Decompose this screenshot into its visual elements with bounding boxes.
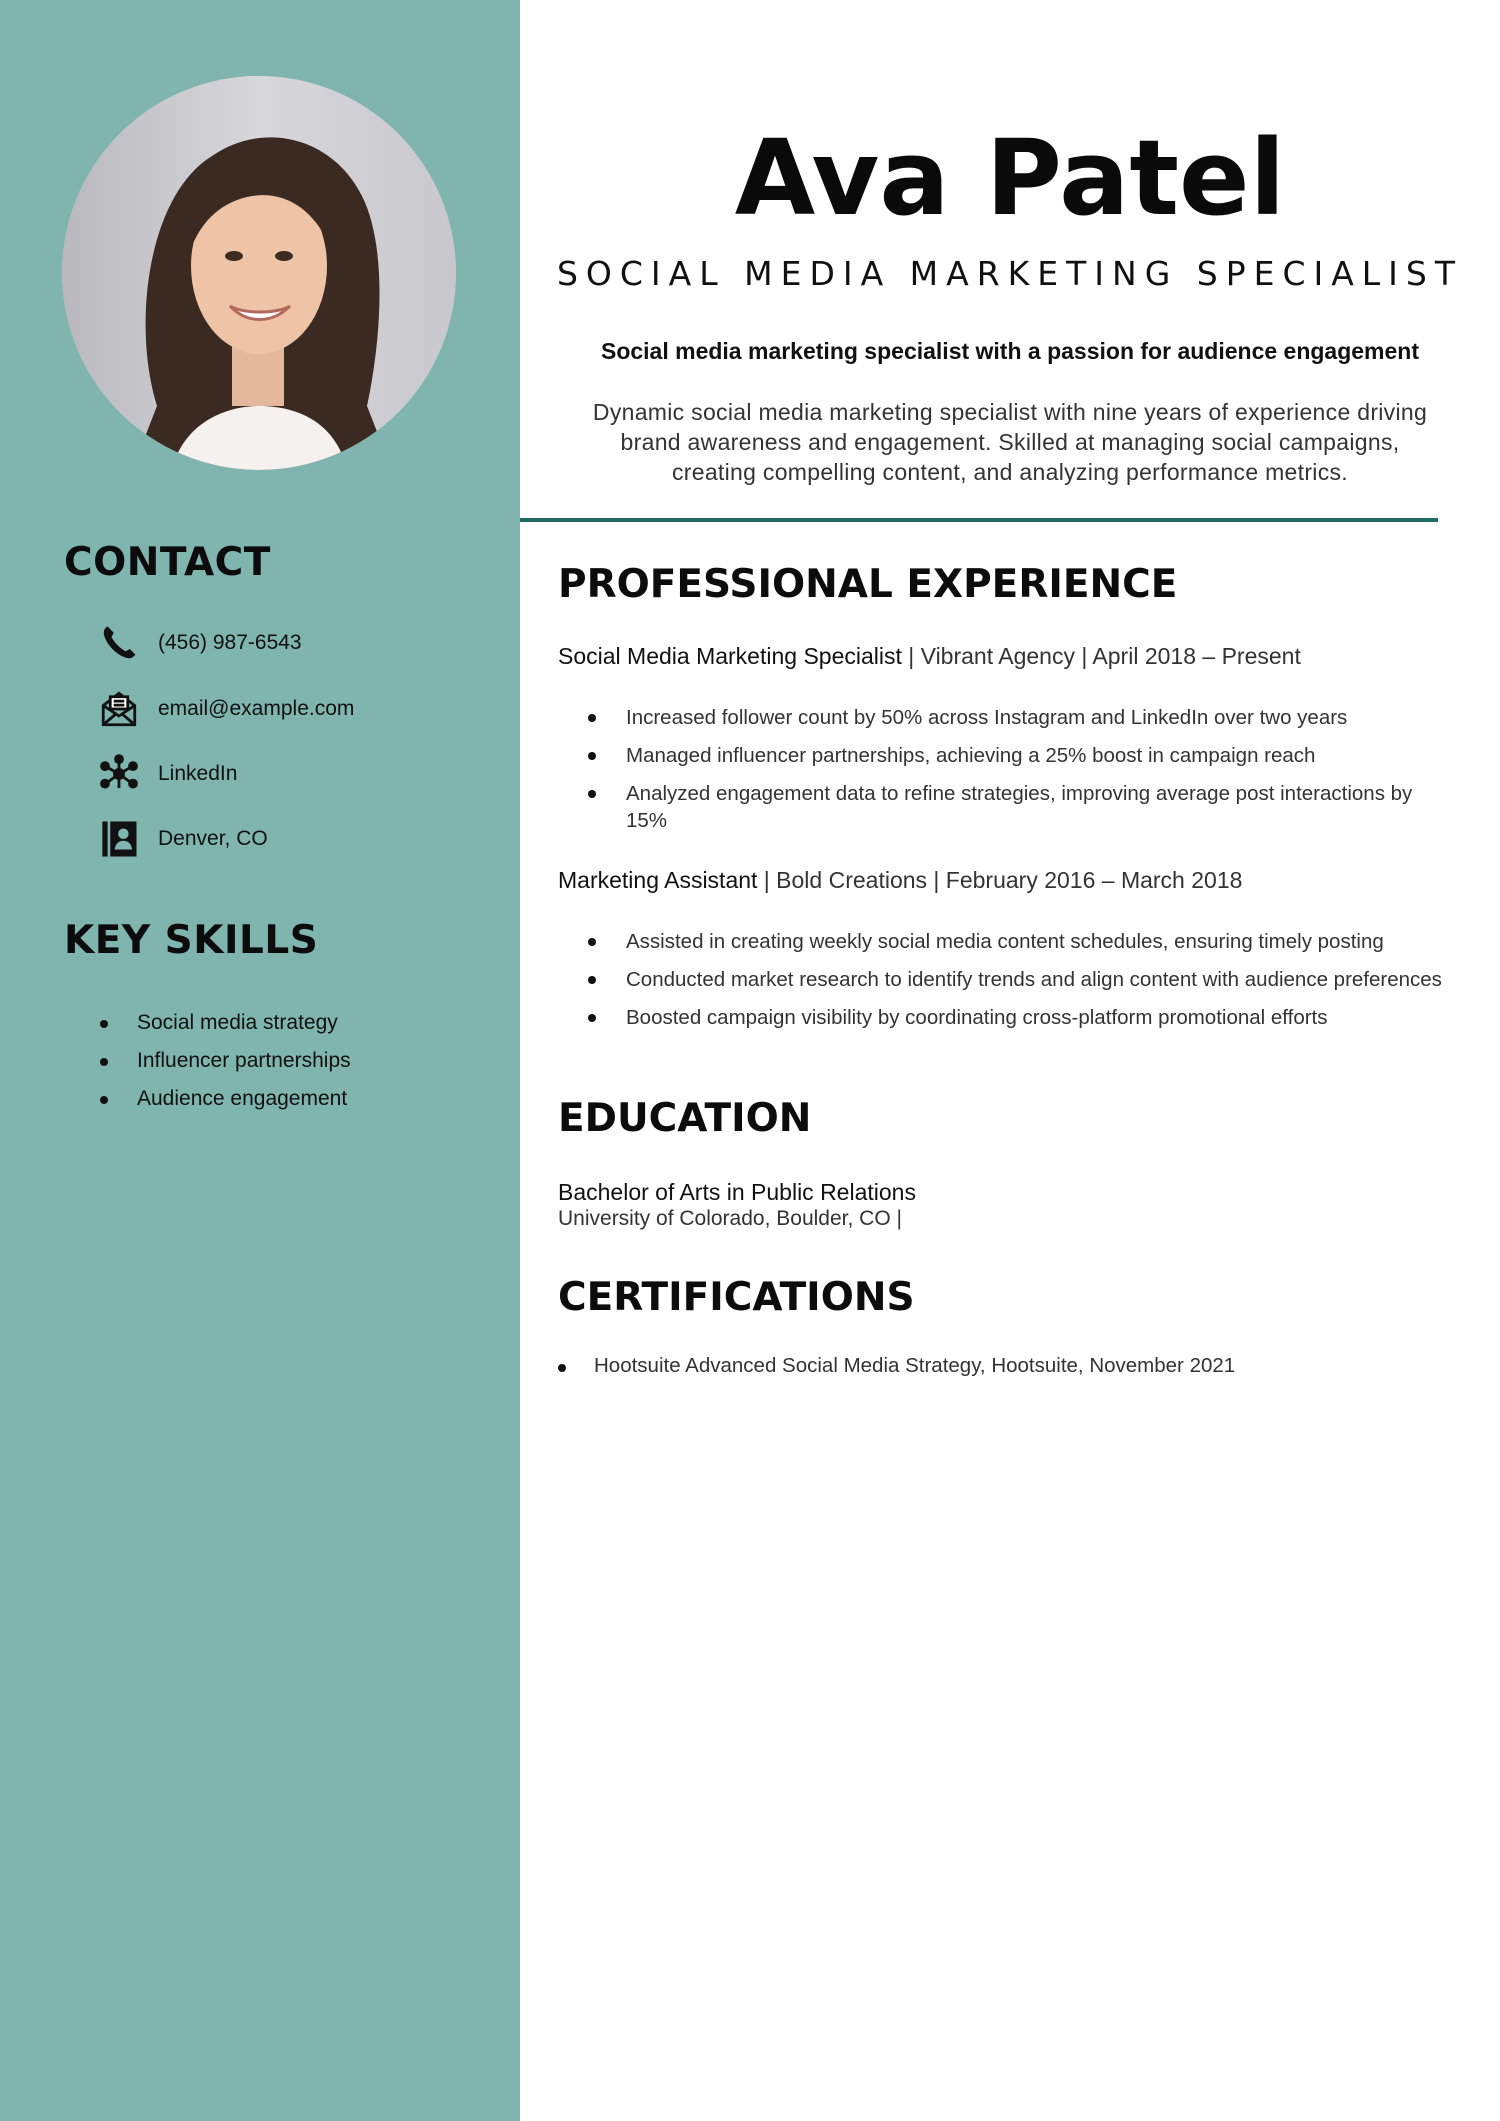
job-details: | Bold Creations | February 2016 – March 2018 [757, 867, 1243, 893]
profile-photo [62, 76, 456, 470]
list-item: Increased follower count by 50% across Instagram and LinkedIn over two years [558, 704, 1458, 731]
contact-location [96, 816, 268, 862]
education-heading: EDUCATION [558, 1096, 812, 1141]
portrait-illustration [62, 76, 456, 470]
list-item: Social media strategy [96, 1004, 351, 1042]
contact-heading: CONTACT [64, 540, 271, 585]
email-address: email@example.com [158, 697, 355, 720]
job-title: SOCIAL MEDIA MARKETING SPECIALIST [556, 254, 1464, 293]
contact-card-icon [96, 816, 142, 862]
summary-headline: Social media marketing specialist with a passion for audience engagement [600, 338, 1420, 364]
list-item: Influencer partnerships [96, 1042, 351, 1080]
job-role: Social Media Marketing Specialist [558, 643, 902, 669]
candidate-name [520, 118, 1500, 238]
job-details: | Vibrant Agency | April 2018 – Present [901, 643, 1301, 669]
header-divider [520, 518, 1438, 522]
list-item: Hootsuite Advanced Social Media Strategy, Hootsuite, November 2021 [558, 1352, 1235, 1380]
job-title-line [558, 643, 1301, 670]
job-role: Marketing Assistant [558, 867, 758, 893]
job-bullets [558, 704, 1458, 845]
key-skills-heading: KEY SKILLS [64, 918, 319, 963]
list-item: Managed influencer partnerships, achieving a 25% boost in campaign reach [558, 742, 1458, 769]
degree-title: Bachelor of Arts in Public Relations [558, 1179, 916, 1205]
list-item: Boosted campaign visibility by coordinating cross-platform promotional efforts [558, 1004, 1458, 1031]
list-item: Analyzed engagement data to refine strategies, improving average post interactions by 15% [558, 780, 1458, 834]
list-item: Assisted in creating weekly social media content schedules, ensuring timely posting [558, 928, 1458, 955]
last-name: Patel [985, 117, 1286, 239]
job-bullets [558, 928, 1458, 1042]
contact-linkedin[interactable] [96, 751, 237, 797]
list-item: Conducted market research to identify trends and align content with audience preferences [558, 966, 1458, 993]
experience-heading: PROFESSIONAL EXPERIENCE [558, 562, 1178, 607]
envelope-icon [96, 686, 142, 732]
contact-phone[interactable] [96, 620, 302, 666]
certifications-list [558, 1352, 1235, 1380]
network-icon [96, 751, 142, 797]
sidebar [0, 0, 520, 2121]
list-item: Audience engagement [96, 1080, 351, 1118]
location-text: Denver, CO [158, 827, 268, 850]
linkedin-link: LinkedIn [158, 762, 238, 785]
job-title-line [558, 867, 1242, 894]
skills-list [96, 1004, 351, 1118]
phone-number: (456) 987-6543 [158, 631, 302, 654]
first-name: Ava [734, 117, 950, 239]
summary-text: Dynamic social media marketing specialist with nine years of experience driving brand awareness and engagement. Skilled at managing social campaigns, creating compelling content, and analyzing performance metrics. [592, 399, 1428, 485]
certifications-heading: CERTIFICATIONS [558, 1275, 915, 1320]
main-content [520, 0, 1500, 2121]
contact-email[interactable] [96, 686, 354, 732]
school-name: University of Colorado, Boulder, CO | [558, 1207, 902, 1230]
phone-icon [96, 620, 142, 666]
